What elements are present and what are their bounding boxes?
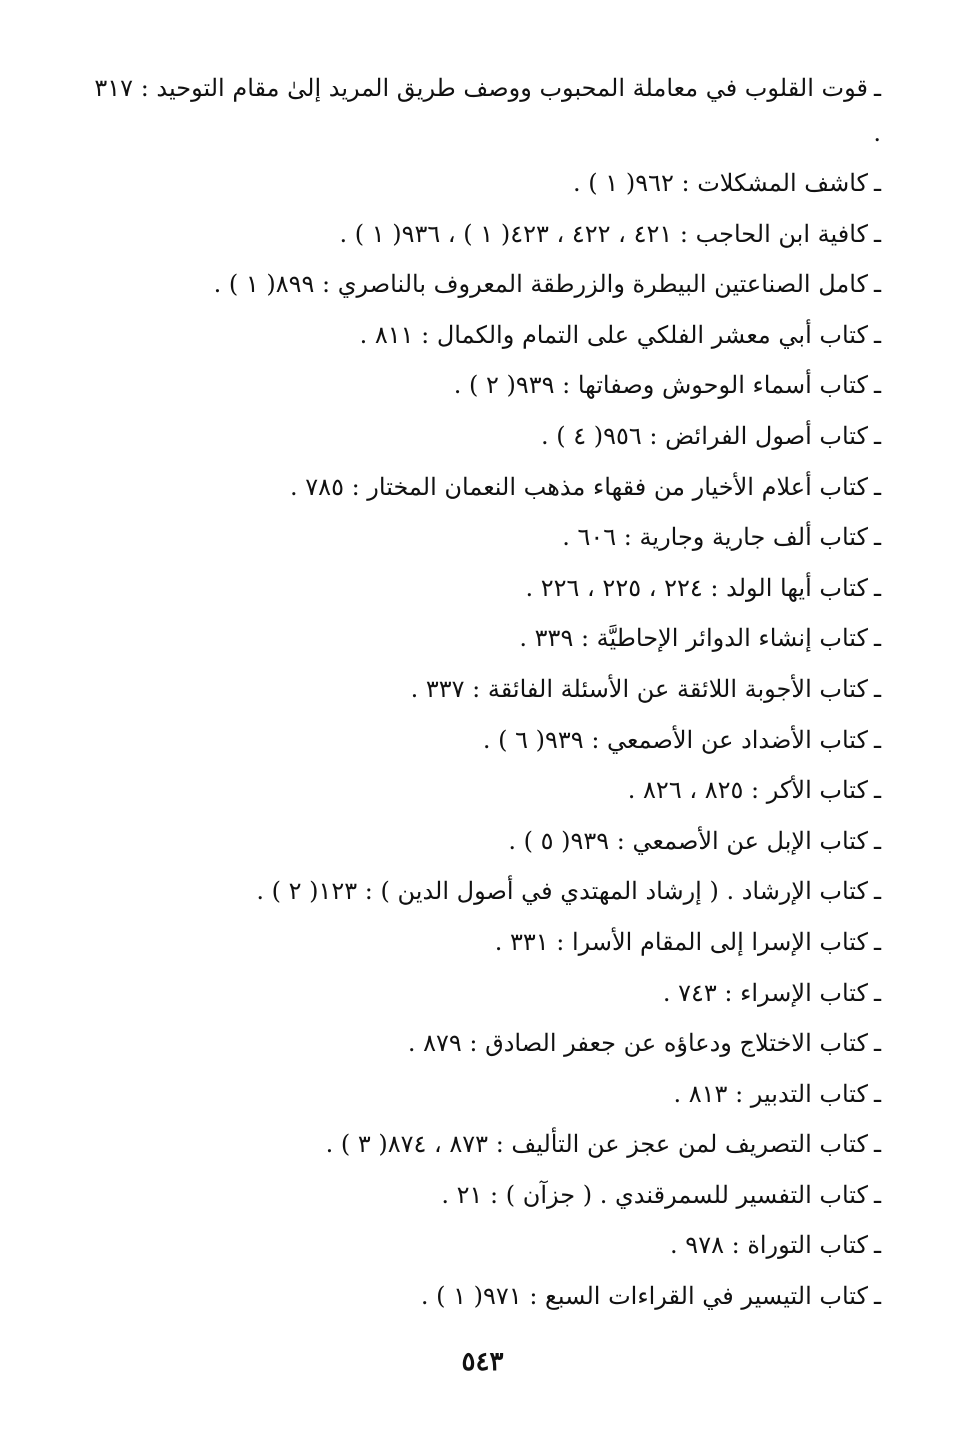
entry-dash: ـ (873, 371, 881, 400)
index-entry (81, 209, 881, 260)
entry-dash: ـ (873, 674, 881, 703)
entry-dash: ـ (873, 725, 881, 754)
index-entry (81, 968, 881, 1019)
entry-text: كتاب الأضداد عن الأصمعي : ٩٣٩( ٦ ) . (482, 725, 868, 754)
index-entry (81, 462, 881, 513)
index-entries (81, 66, 881, 1322)
index-entry (81, 1069, 881, 1120)
entry-text: كامل الصناعتين البيطرة والزرطقة المعروف بالناصري : ٨٩٩( ١ ) . (213, 270, 868, 299)
entry-dash: ـ (873, 927, 881, 956)
entry-text: كتاب إنشاء الدوائر الإحاطيَّة : ٣٣٩ . (519, 624, 868, 653)
entry-dash: ـ (873, 776, 881, 805)
index-entry (81, 765, 881, 816)
entry-text: كتاب التوراة : ٩٧٨ . (670, 1231, 868, 1260)
entry-text: كتاب ألف جارية وجارية : ٦٠٦ . (562, 523, 868, 552)
entry-dash: ـ (873, 978, 881, 1007)
entry-dash: ـ (873, 74, 881, 102)
entry-dash: ـ (873, 1180, 881, 1209)
entry-dash: ـ (873, 523, 881, 552)
entry-text: كتاب الإسراء : ٧٤٣ . (662, 978, 868, 1007)
entry-dash: ـ (873, 877, 881, 906)
entry-text: كتاب التدبير : ٨١٣ . (673, 1079, 868, 1108)
index-entry (81, 664, 881, 715)
entry-text: كاشف المشكلات : ٩٦٢( ١ ) . (573, 169, 868, 197)
entry-text: كتاب الإبل عن الأصمعي : ٩٣٩( ٥ ) . (508, 826, 868, 855)
index-entry (81, 917, 881, 968)
entry-text: كتاب أيها الولد : ٢٢٤ ، ٢٢٥ ، ٢٢٦ . (525, 573, 868, 602)
entry-dash: ـ (873, 320, 881, 349)
entry-dash: ـ (873, 1029, 881, 1058)
entry-dash: ـ (873, 1079, 881, 1108)
entry-dash: ـ (873, 1231, 881, 1260)
index-entry (81, 310, 881, 361)
entry-dash: ـ (873, 1130, 881, 1159)
entry-dash: ـ (873, 421, 881, 450)
index-entry (81, 360, 881, 411)
entry-text: كتاب الإسرا إلى المقام الأسرا : ٣٣١ . (494, 927, 868, 956)
entry-text: كتاب الأجوبة اللائقة عن الأسئلة الفائقة : ٣٣٧ . (410, 674, 868, 703)
index-entry (81, 613, 881, 664)
entry-dash: ـ (873, 826, 881, 855)
index-entry (81, 512, 881, 563)
index-entry (81, 66, 881, 156)
entry-dash: ـ (873, 472, 881, 501)
index-entry (81, 563, 881, 614)
entry-dash: ـ (873, 169, 881, 197)
entry-dash: ـ (873, 219, 881, 248)
entry-text: كتاب الأكر : ٨٢٥ ، ٨٢٦ . (627, 776, 868, 805)
entry-text: كتاب التفسير للسمرقندي . ( جزآن ) : ٢١ . (441, 1180, 868, 1209)
index-entry (81, 1119, 881, 1170)
entry-text: كافية ابن الحاجب : ٤٢١ ، ٤٢٢ ، ٤٢٣( ١ ) ، ٩٣٦( ١ ) . (339, 219, 868, 248)
entry-dash: ـ (873, 624, 881, 653)
index-entry (81, 259, 881, 310)
entry-dash: ـ (873, 270, 881, 299)
index-entry (81, 715, 881, 766)
index-entry (81, 158, 881, 209)
index-entry (81, 1220, 881, 1271)
index-entry (81, 866, 881, 917)
index-entry (81, 1018, 881, 1069)
entry-text: كتاب التيسير في القراءات السبع : ٩٧١( ١ ) . (420, 1282, 868, 1311)
entry-text: كتاب أعلام الأخيار من فقهاء مذهب النعمان المختار : ٧٨٥ . (290, 472, 868, 501)
entry-text: كتاب أسماء الوحوش وصفاتها : ٩٣٩( ٢ ) . (453, 371, 868, 400)
index-entry (81, 1271, 881, 1322)
index-entry (81, 816, 881, 867)
entry-text: كتاب الاختلاج ودعاؤه عن جعفر الصادق : ٨٧٩ . (407, 1029, 868, 1058)
entry-text: كتاب التصريف لمن عجز عن التأليف : ٨٧٣ ، ٨٧٤( ٣ ) . (325, 1130, 868, 1159)
entry-dash: ـ (873, 573, 881, 602)
entry-text: كتاب الإرشاد . ( إرشاد المهتدي في أصول الدين ) : ١٢٣( ٢ ) . (256, 877, 868, 906)
page-number: ٥٤٣ (461, 1347, 504, 1377)
index-entry (81, 411, 881, 462)
entry-dash: ـ (873, 1282, 881, 1311)
index-entry (81, 1170, 881, 1221)
entry-text: قوت القلوب في معاملة المحبوب ووصف طريق المريد إلىٰ مقام التوحيد : ٣١٧ . (94, 74, 881, 147)
entry-text: كتاب أبي معشر الفلكي على التمام والكمال : ٨١١ . (359, 320, 868, 349)
entry-text: كتاب أصول الفرائض : ٩٥٦( ٤ ) . (540, 421, 868, 450)
